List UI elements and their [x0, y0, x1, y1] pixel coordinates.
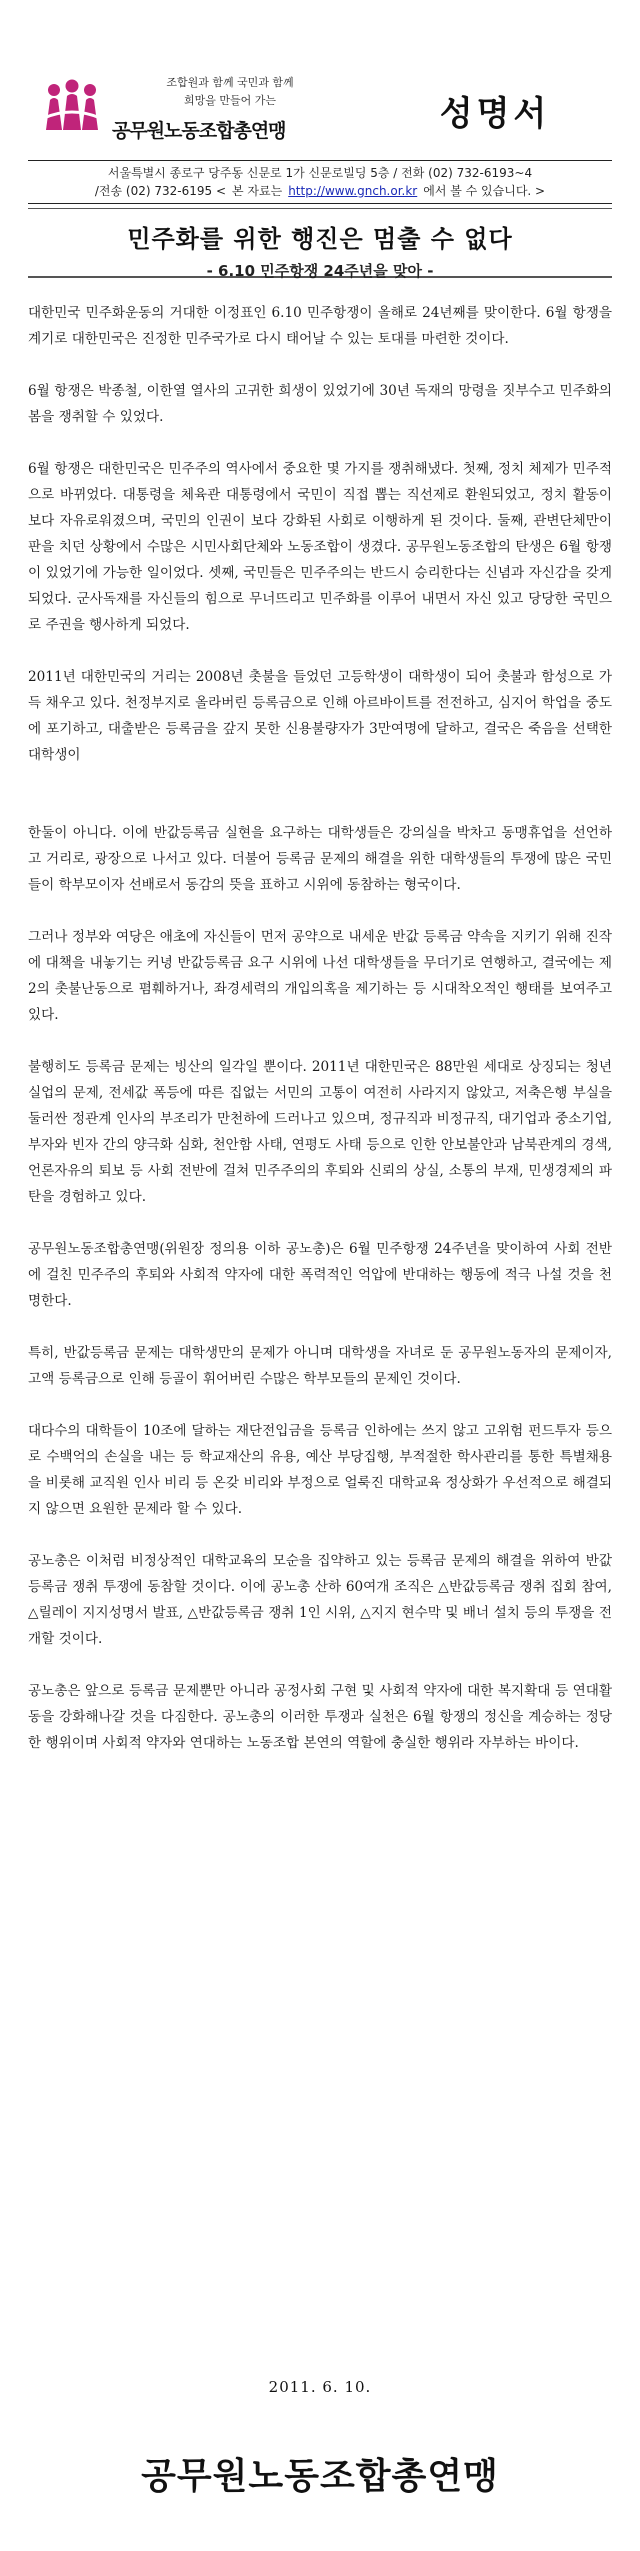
- paragraph-7: 불행히도 등록금 문제는 빙산의 일각일 뿐이다. 2011년 대한민국은 88만원 세대로 상징되는 청년실업의 문제, 전세값 폭등에 따른 집없는 서민의 고통이 여전히 사라지지 않았고, 저축은행 부실을 둘러싼 정관계 인사의 부조리가 만천하에 드러나고 있으며, 정규직과 비정규직, 대기업과 중소기업, 부자와 빈자 간의 양극화 심화, 천안함 사태, 연평도 사태 등으로 인한 안보불안과 남북관계의 경색, 언론자유의 퇴보 등 사회 전반에 걸쳐 민주주의의 후퇴와 신뢰의 상실, 소통의 부재, 민생경제의 파탄을 경험하고 있다.: [28, 1059, 612, 1205]
- paragraph-1: 대한민국 민주화운동의 거대한 이정표인 6.10 민주항쟁이 올해로 24년째를 맞이한다. 6월 항쟁을 계기로 대한민국은 진정한 민주국가로 다시 태어날 수 있는 토대를 마련한 것이다.: [28, 305, 612, 347]
- union-logo: [28, 66, 318, 146]
- people-group-logo-icon: [42, 78, 102, 134]
- paragraph-2: 6월 항쟁은 박종철, 이한열 열사의 고귀한 희생이 있었기에 30년 독재의 망령을 짓부수고 민주화의 봄을 쟁취할 수 있었다.: [28, 383, 612, 425]
- document-header: [28, 60, 612, 150]
- contact-more-label: 본 자료는: [232, 184, 283, 198]
- paragraph-10: 대다수의 대학들이 10조에 달하는 재단전입금을 등록금 인하에는 쓰지 않고 고위험 펀드투자 등으로 수백억의 손실을 내는 등 학교재산의 유용, 예산 부당집행, 부적절한 학사관리를 통한 특별채용을 비롯해 교직원 인사 비리 등 온갖 비리와 부정으로 얼룩진 대학교육 정상화가 우선적으로 해결되지 않으면 요원한 문제라 할 수 있다.: [28, 1423, 612, 1517]
- slogan-line-1: 조합원과 함께 국민과 함께: [166, 76, 294, 89]
- paragraph-4: 2011년 대한민국의 거리는 2008년 촛불을 들었던 고등학생이 대학생이 되어 촛불과 함성으로 가득 채우고 있다. 천정부지로 올라버린 등록금으로 인해 아르바이트를 전전하고, 심지어 학업을 중도에 포기하고, 대출받은 등록금을 갚지 못한 신용불량자가 3만여명에 달하고, 결국은 죽음을 선택한 대학생이: [28, 669, 612, 763]
- document-type: 성명서: [439, 94, 551, 134]
- statement-body: [28, 300, 612, 1782]
- contact-address: 서울특별시 종로구 당주동 신문로 1가 신문로빌딩 5층 / 전화 (02) 732-6193~4: [107, 166, 533, 180]
- paragraph-11: 공노총은 이처럼 비정상적인 대학교육의 모순을 집약하고 있는 등록금 문제의 해결을 위하여 반값등록금 쟁취 투쟁에 동참할 것이다. 이에 공노총 산하 60여개 조직은 △반값등록금 쟁취 집회 참여, △릴레이 지지성명서 발표, △반값등록금 쟁취 1인 시위, △지지 현수막 및 배너 설치 등의 투쟁을 전개할 것이다.: [28, 1553, 612, 1647]
- sub-title: - 6.10 민주항쟁 24주년을 맞아 -: [206, 262, 434, 280]
- statement-date: 2011. 6. 10.: [268, 2378, 372, 2396]
- contact-fax: /전송 (02) 732-6195 <: [94, 184, 227, 198]
- contact-more-suffix: 에서 볼 수 있습니다. >: [423, 184, 546, 198]
- main-title: 민주화를 위한 행진은 멈출 수 없다: [127, 225, 513, 253]
- org-name-header: 공무원노동조합총연맹: [112, 120, 286, 142]
- contact-row-2: [36, 182, 604, 200]
- paragraph-5: 한둘이 아니다. 이에 반값등록금 실현을 요구하는 대학생들은 강의실을 박차고 동맹휴업을 선언하고 거리로, 광장으로 나서고 있다. 더불어 등록금 문제의 해결을 위한 대학생들의 투쟁에 많은 국민들이 학부모이자 선배로서 동감의 뜻을 표하고 시위에 동참하는 형국이다.: [28, 825, 612, 893]
- contact-info: [28, 160, 612, 204]
- paragraph-6: 그러나 정부와 여당은 애초에 자신들이 먼저 공약으로 내세운 반값 등록금 약속을 지키기 위해 진작에 대책을 내놓기는 커녕 반값등록금 요구 시위에 나선 대학생들을 무더기로 연행하고, 결국에는 제2의 촛불난동으로 폄훼하거나, 좌경세력의 개입의혹을 제기하는 등 시대착오적인 행태를 보여주고 있다.: [28, 929, 612, 1023]
- website-link[interactable]: http://www.gnch.or.kr: [288, 184, 418, 198]
- paragraph-12: 공노총은 앞으로 등록금 문제뿐만 아니라 공정사회 구현 및 사회적 약자에 대한 복지확대 등 연대활동을 강화해나갈 것을 다짐한다. 공노총의 이러한 투쟁과 실천은 6월 항쟁의 정신을 계승하는 정당한 행위이며 사회적 약자와 연대하는 노동조합 본연의 역할에 충실한 행위라 자부하는 바이다.: [28, 1683, 612, 1751]
- title-block: [28, 208, 612, 278]
- org-name-footer: 공무원노동조합총연맹: [141, 2456, 499, 2497]
- paragraph-9: 특히, 반값등록금 문제는 대학생만의 문제가 아니며 대학생을 자녀로 둔 공무원노동자의 문제이자, 고액 등록금으로 인해 등골이 휘어버린 수많은 학부모들의 문제인 것이다.: [28, 1345, 612, 1387]
- slogan: [140, 74, 320, 110]
- paragraph-3: 6월 항쟁은 대한민국은 민주주의 역사에서 중요한 몇 가지를 쟁취해냈다. 첫째, 정치 체제가 민주적으로 바뀌었다. 대통령을 체육관 대통령에서 국민이 직접 뽑는 직선제로 환원되었고, 정치 활동이 보다 자유로워졌으며, 국민의 인권이 보다 강화된 사회로 이행하게 된 것이다. 둘째, 관변단체만이 판을 치던 상황에서 수많은 시민사회단체와 노동조합이 생겼다. 공무원노동조합의 탄생은 6월 항쟁이 있었기에 가능한 일이었다. 셋째, 국민들은 민주주의는 반드시 승리한다는 신념과 자신감을 갖게 되었다. 군사독재를 자신들의 힘으로 무너뜨리고 민주화를 이루어 내면서 자신 있고 당당한 국민으로 주권을 행사하게 되었다.: [28, 461, 612, 633]
- slogan-line-2: 희망을 만들어 가는: [183, 94, 276, 107]
- paragraph-8: 공무원노동조합총연맹(위원장 정의용 이하 공노총)은 6월 민주항쟁 24주년을 맞이하여 사회 전반에 걸친 민주주의 후퇴와 사회적 약자에 대한 폭력적인 억압에 반대하는 행동에 적극 나설 것을 천명한다.: [28, 1241, 612, 1309]
